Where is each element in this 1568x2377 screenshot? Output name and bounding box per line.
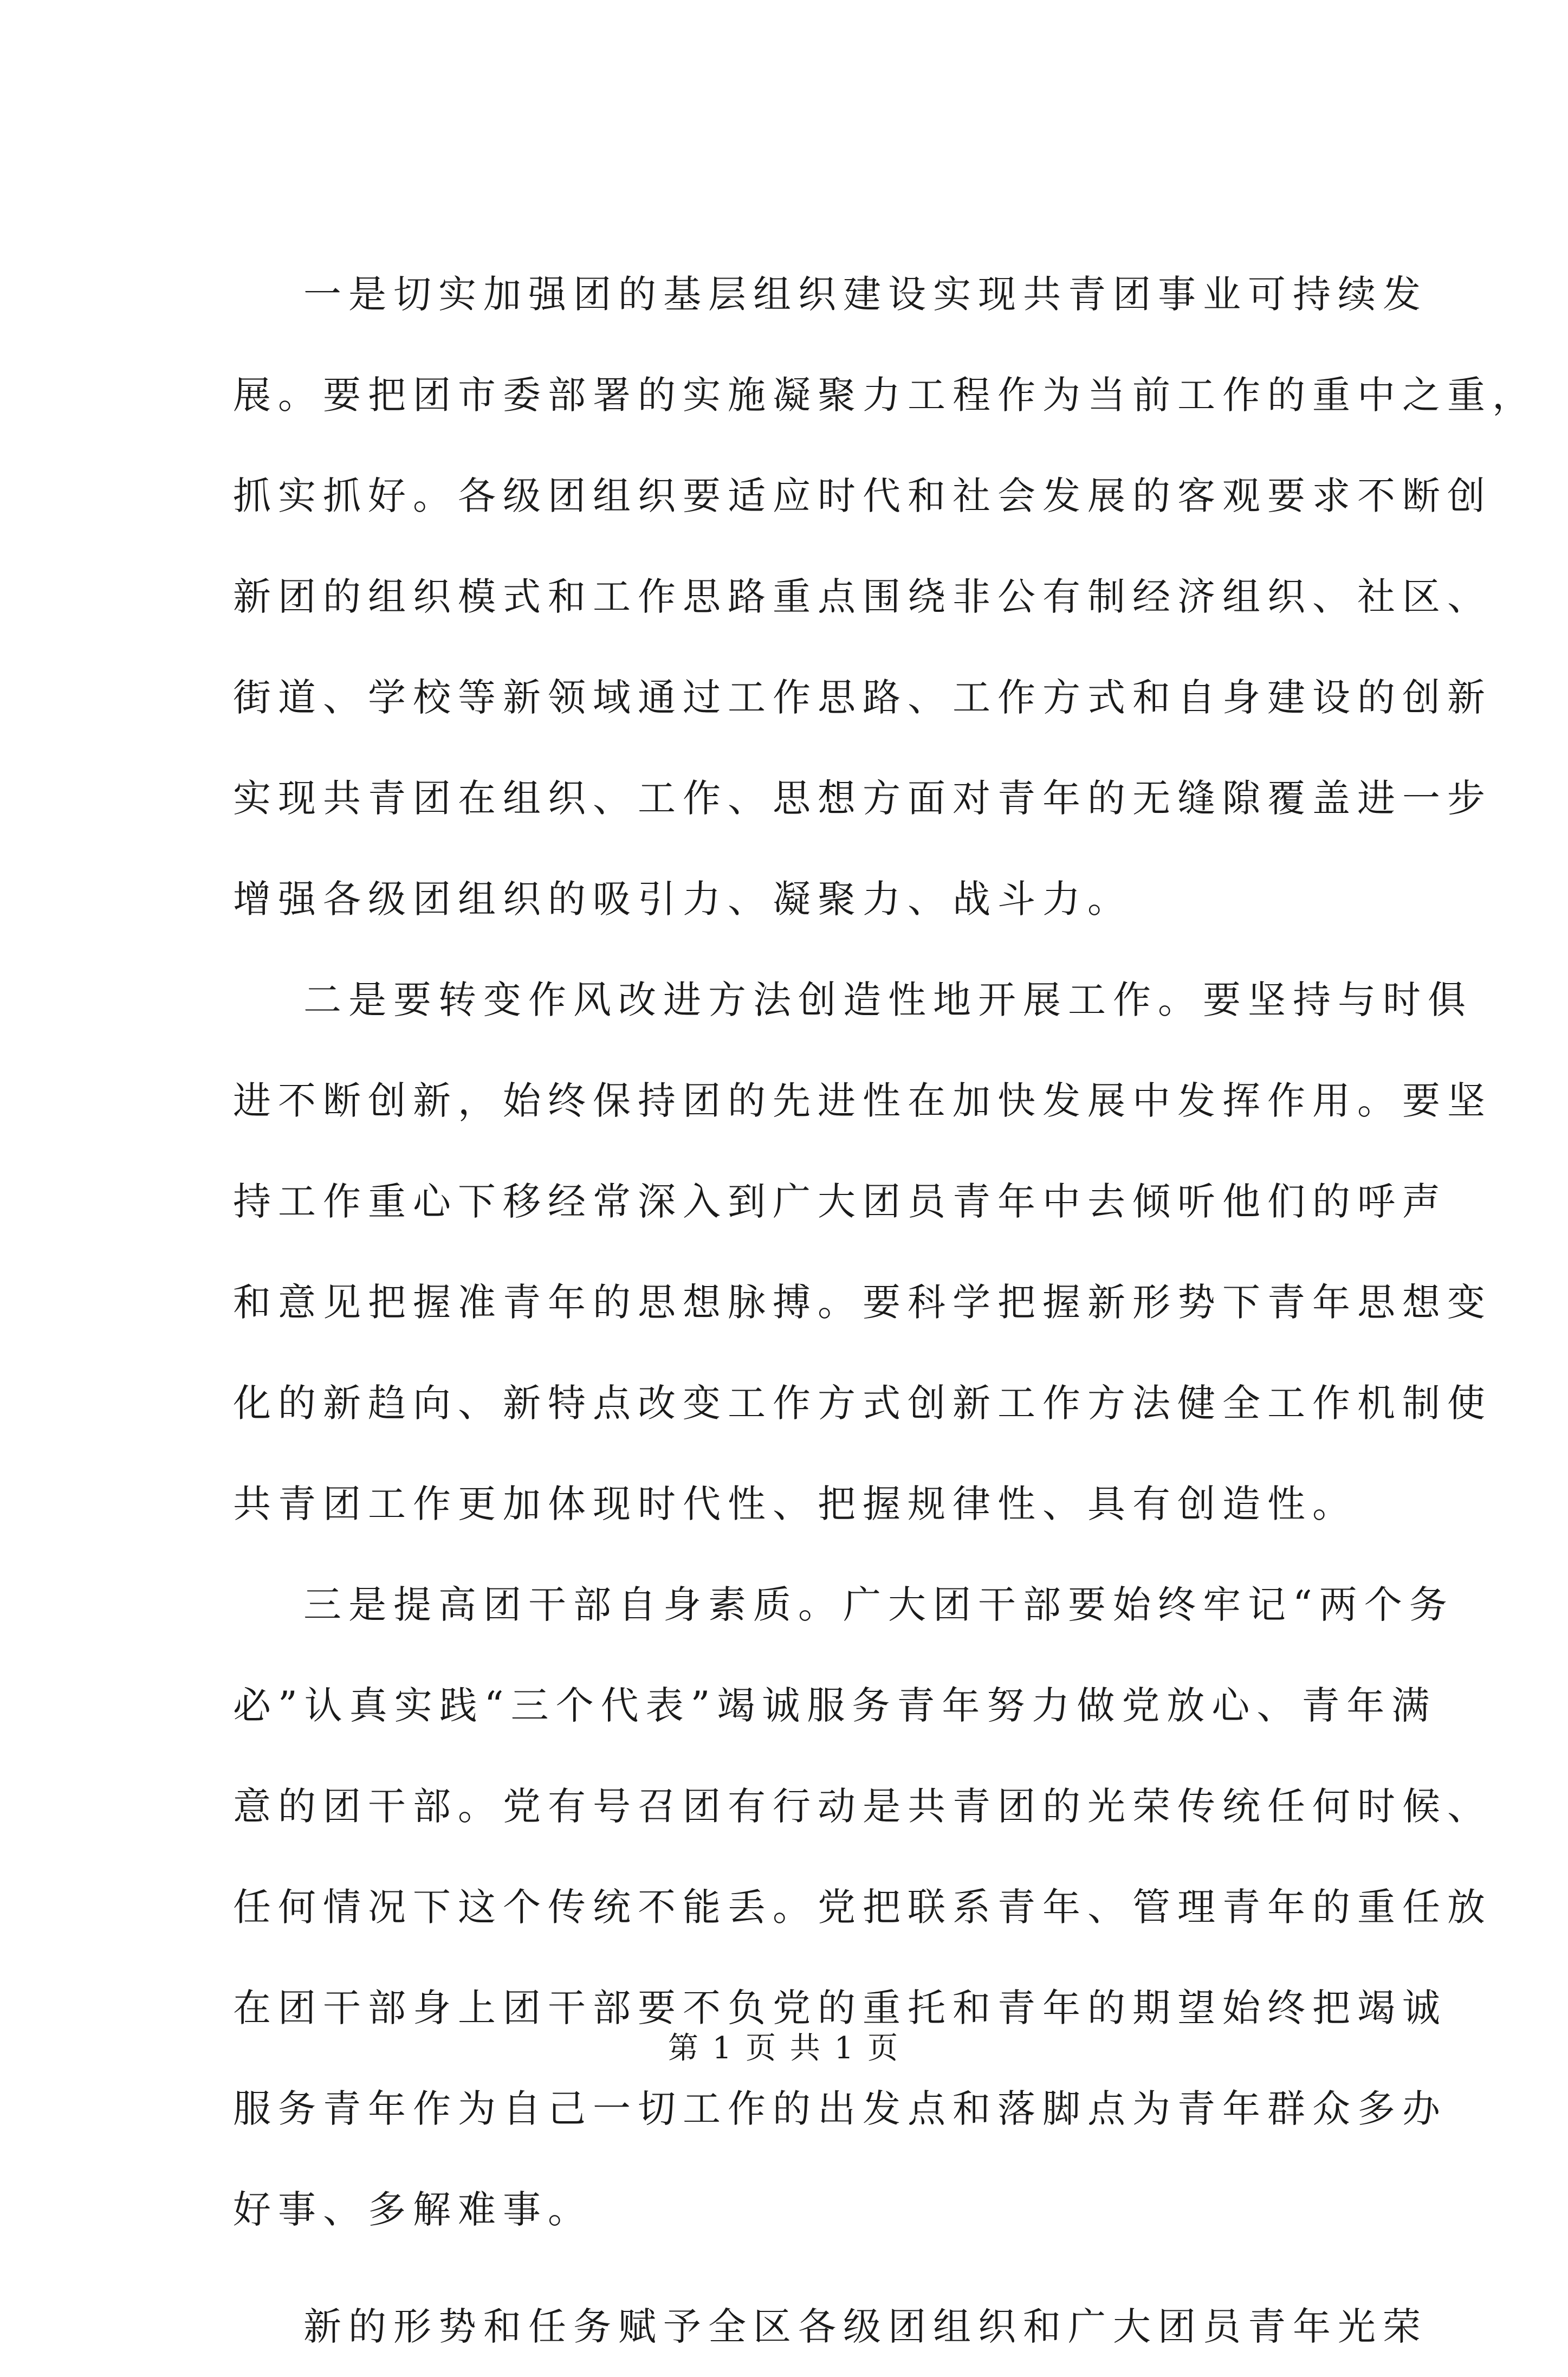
paragraph-3-line-2: 必”认真实践“三个代表”竭诚服务青年努力做党放心、青年满 [233, 1683, 1437, 1728]
paragraph-2-line-6: 共青团工作更加体现时代性、把握规律性、具有创造性。 [233, 1482, 1357, 1526]
paragraph-1-line-3: 抓实抓好。各级团组织要适应时代和社会发展的客观要求不断创 [233, 474, 1492, 518]
paragraph-1-line-7: 增强各级团组织的吸引力、凝聚力、战斗力。 [233, 877, 1132, 921]
paragraph-2-line-1: 二是要转变作风改进方法创造性地开展工作。要坚持与时俱 [303, 978, 1473, 1022]
page-footer: 第 1 页 共 1 页 [668, 2031, 900, 2066]
paragraph-2-line-3: 持工作重心下移经常深入到广大团员青年中去倾听他们的呼声 [233, 1179, 1447, 1224]
paragraph-1-line-2: 展。要把团市委部署的实施凝聚力工程作为当前工作的重中之重， [233, 373, 1537, 417]
paragraph-2-line-5: 化的新趋向、新特点改变工作方式创新工作方法健全工作机制使 [233, 1381, 1492, 1425]
paragraph-1-line-4: 新团的组织模式和工作思路重点围绕非公有制经济组织、社区、 [233, 574, 1492, 619]
paragraph-1-line-1: 一是切实加强团的基层组织建设实现共青团事业可持续发 [303, 272, 1428, 316]
paragraph-spacer [233, 2260, 1392, 2276]
paragraph-2-line-4: 和意见把握准青年的思想脉搏。要科学把握新形势下青年思想变 [233, 1280, 1492, 1325]
paragraph-3-line-4: 任何情况下这个传统不能丢。党把联系青年、管理青年的重任放 [233, 1885, 1492, 1929]
paragraph-2-line-2: 进不断创新，始终保持团的先进性在加快发展中发挥作用。要坚 [233, 1078, 1492, 1123]
paragraph-3-line-3: 意的团干部。党有号召团有行动是共青团的光荣传统任何时候、 [233, 1784, 1492, 1829]
paragraph-1-line-6: 实现共青团在组织、工作、思想方面对青年的无缝隙覆盖进一步 [233, 776, 1492, 821]
paragraph-3-line-7: 好事、多解难事。 [233, 2187, 593, 2232]
paragraph-3-line-6: 服务青年作为自己一切工作的出发点和落脚点为青年群众多办 [233, 2087, 1447, 2131]
paragraph-3-line-5: 在团干部身上团干部要不负党的重托和青年的期望始终把竭诚 [233, 1986, 1447, 2030]
paragraph-3-line-1: 三是提高团干部自身素质。广大团干部要始终牢记“两个务 [303, 1582, 1454, 1627]
paragraph-1-line-5: 街道、学校等新领域通过工作思路、工作方式和自身建设的创新 [233, 675, 1492, 720]
paragraph-4-line-1: 新的形势和任务赋予全区各级团组织和广大团员青年光荣 [303, 2304, 1428, 2349]
